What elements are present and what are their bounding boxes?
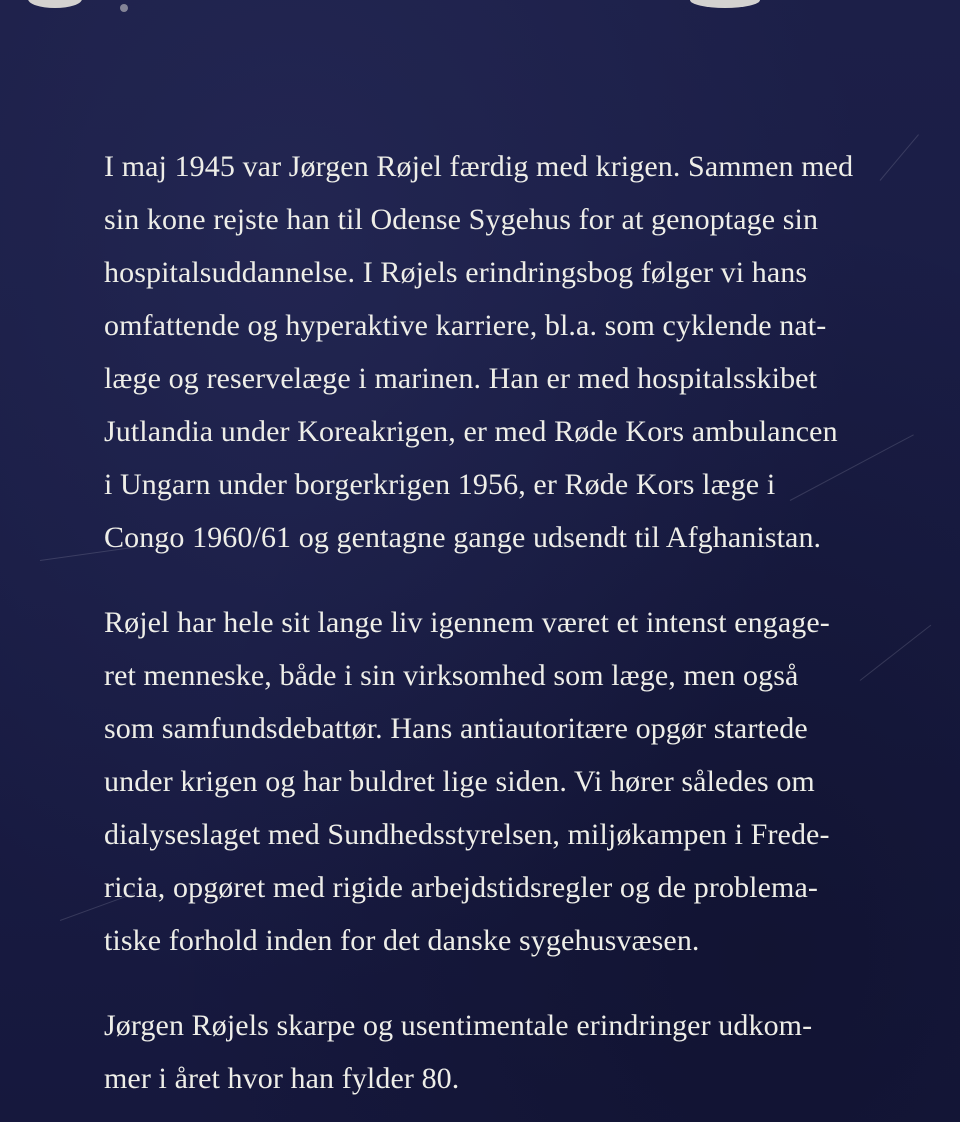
text-line: Jutlandia under Koreakrigen, er med Røde Kors ambulancen	[104, 415, 838, 448]
text-line: mer i året hvor han fylder 80.	[104, 1062, 460, 1095]
text-line: Jørgen Røjels skarpe og usentimentale erindringer udkom-	[104, 1009, 813, 1042]
text-line: I maj 1945 var Jørgen Røjel færdig med krigen. Sammen med	[104, 150, 854, 183]
text-line: under krigen og har buldret lige siden. Vi hører således om	[104, 765, 815, 798]
text-line: omfattende og hyperaktive karriere, bl.a. som cyklende nat-	[104, 309, 827, 342]
text-line: Congo 1960/61 og gentagne gange udsendt til Afghanistan.	[104, 521, 822, 554]
text-line: i Ungarn under borgerkrigen 1956, er Røde Kors læge i	[104, 468, 776, 501]
text-line: læge og reservelæge i marinen. Han er med hospitalsskibet	[104, 362, 818, 395]
text-line: Røjel har hele sit lange liv igennem været et intenst engage-	[104, 606, 830, 639]
blurb-text	[104, 140, 914, 1122]
text-line: ricia, opgøret med rigide arbejdstidsregler og de problema-	[104, 871, 818, 904]
text-line: tiske forhold inden for det danske sygehusvæsen.	[104, 924, 700, 957]
blurb-paragraph-3	[104, 999, 914, 1105]
cover-scuff-right	[690, 0, 760, 8]
text-line: ret menneske, både i sin virksomhed som læge, men også	[104, 659, 799, 692]
cover-scuff-left	[28, 0, 82, 8]
text-line: sin kone rejste han til Odense Sygehus for at genoptage sin	[104, 203, 819, 236]
cover-scuff-dot	[120, 4, 128, 12]
text-line: som samfundsdebattør. Hans antiautoritære opgør startede	[104, 712, 808, 745]
text-line: dialyseslaget med Sundhedsstyrelsen, miljøkampen i Frede-	[104, 818, 830, 851]
blurb-paragraph-1	[104, 140, 914, 564]
blurb-paragraph-2	[104, 596, 914, 967]
text-line: hospitalsuddannelse. I Røjels erindringsbog følger vi hans	[104, 256, 808, 289]
